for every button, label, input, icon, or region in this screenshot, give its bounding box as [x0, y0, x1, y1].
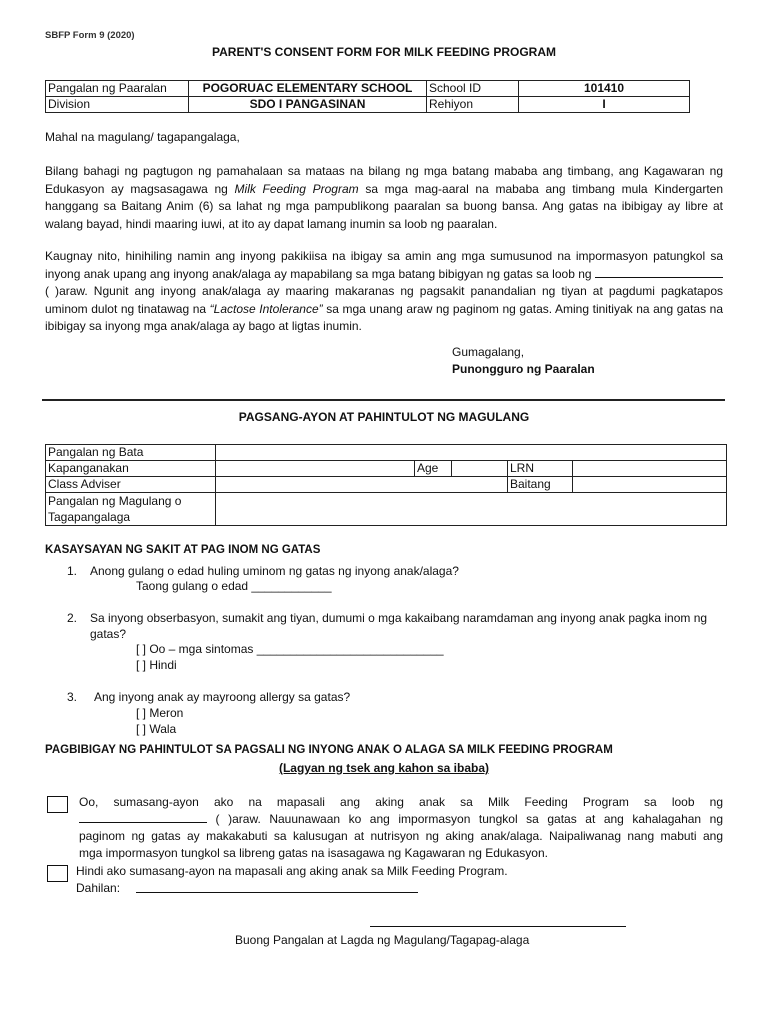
birthdate-label: Kapanganakan [46, 461, 216, 477]
signature-line[interactable] [370, 926, 626, 927]
letter-paragraph-1 [45, 163, 723, 233]
q2-number: 2. [67, 611, 78, 625]
signature-caption: Buong Pangalan at Lagda ng Magulang/Tagapag-alaga [235, 933, 530, 947]
school-info-table [45, 80, 690, 113]
section-divider [42, 399, 725, 401]
division-label: Division [46, 97, 189, 113]
q2-text-line1: Sa inyong obserbasyon, sumakit ang tiyan, dumumi o mga kakaibang naramdaman ang inyong anak pagka inom ng [90, 611, 708, 625]
consent-yes-checkbox[interactable] [47, 796, 68, 813]
consent-days-blank[interactable] [79, 811, 207, 823]
school-id-label: School ID [427, 81, 519, 97]
school-id-value: 101410 [519, 81, 690, 97]
age-label: Age [415, 461, 452, 477]
consent-yes-line-1: Oo, sumasang-ayon ako na mapasali ang aking anak sa Milk Feeding Program sa loob ng [79, 795, 723, 809]
consent-yes-line-3: paginom ng gatas ay makakabuti sa kalusugan at nutrisyon ng aking anak/alaga. Naipaliwanag nang mabuti ang [79, 829, 723, 843]
lrn-label: LRN [508, 461, 573, 477]
child-name-field[interactable] [216, 445, 727, 461]
history-title: KASAYSAYAN NG SAKIT AT PAG INOM NG GATAS [45, 544, 321, 556]
days-blank-line[interactable] [595, 266, 723, 278]
form-code: SBFP Form 9 (2020) [45, 30, 135, 41]
salutation: Mahal na magulang/ tagapangalaga, [45, 130, 240, 144]
q3-option-no[interactable]: [ ] Wala [136, 722, 177, 736]
division-value: SDO I PANGASINAN [189, 97, 427, 113]
q3-option-yes[interactable]: [ ] Meron [136, 706, 184, 720]
grade-label: Baitang [508, 477, 573, 493]
reason-label: Dahilan: [76, 881, 121, 895]
parent-name-field[interactable] [216, 493, 727, 526]
child-name-label: Pangalan ng Bata [46, 445, 216, 461]
q3-number: 3. [67, 690, 78, 704]
adviser-field[interactable] [216, 477, 508, 493]
p2-text-a: Kaugnay nito, hinihiling namin ang inyong pakikiisa na ibigay sa amin ang mga sumusunod na impormasyon patungkol sa inyong anak upang ang inyong anak/alaga ay mapabilang sa mga batang bibigyan ng gatas sa loob ng [45, 249, 723, 281]
closing: Gumagalang, [452, 345, 525, 359]
permission-subtitle: (Lagyan ng tsek ang kahon sa ibaba) [278, 761, 490, 775]
region-value: I [519, 97, 690, 113]
consent-no-text: Hindi ako sumasang-ayon na mapasali ang aking anak sa Milk Feeding Program. [76, 864, 508, 878]
consent-no-checkbox[interactable] [47, 865, 68, 882]
permission-title: PAGBIBIGAY NG PAHINTULOT SA PAGSALI NG INYONG ANAK O ALAGA SA MILK FEEDING PROGRAM [45, 744, 613, 756]
p1-italic: Milk Feeding Program [234, 181, 359, 196]
region-label: Rehiyon [427, 97, 519, 113]
consent-yes-text [79, 794, 723, 862]
consent-yes-b: araw. Nauunawaan ko ang impormasyon tungkol sa gatas at ang kahalagahan ng [232, 812, 723, 826]
parent-name-label [46, 493, 216, 526]
reason-line[interactable] [136, 892, 418, 893]
letter-paragraph-2 [45, 248, 723, 336]
consent-section-title: PAGSANG-AYON AT PAHINTULOT NG MAGULANG [238, 410, 530, 424]
q2-option-no[interactable]: [ ] Hindi [136, 658, 177, 672]
consent-yes-line-2 [79, 811, 723, 828]
p2-text-c: sa mga unang araw ng paginom ng gatas. Aming tinitiyak na ang gatas na ibibigay sa inyong mga anak/alaga ay bago at ligtas inumin. [45, 301, 724, 333]
consent-paren: ( ) [215, 812, 233, 826]
q1-answer[interactable]: Taong gulang o edad ____________ [136, 579, 332, 593]
q2-text-line2: gatas? [90, 627, 127, 641]
p2-italic: “Lactose Intolerance” [209, 301, 323, 316]
parent-label-line-1: Pangalan ng Magulang o [48, 494, 182, 508]
q1-text: Anong gulang o edad huling uminom ng gatas ng inyong anak/alaga? [90, 564, 459, 578]
adviser-label: Class Adviser [46, 477, 216, 493]
q1-number: 1. [67, 564, 78, 578]
p1-text-a: Bilang bahagi ng pagtugon ng pamahalaan sa mataas na bilang ng mga batang mababa ang timbang, ang Kagawaran ng Edukasyon ay magsasagawa ng [45, 164, 723, 196]
q3-text: Ang inyong anak ay mayroong allergy sa gatas? [94, 690, 351, 704]
school-name-label: Pangalan ng Paaralan [46, 81, 189, 97]
q2-option-yes[interactable]: [ ] Oo – mga sintomas ____________________________ [136, 642, 444, 656]
lrn-field[interactable] [573, 461, 727, 477]
grade-field[interactable] [573, 477, 727, 493]
p2-text-b: araw. Ngunit ang inyong anak/alaga ay maaring makaranas ng pagsakit panandalian ng tiyan at pagdumi pagkatapos uminom dulot ng tinatawag na [45, 284, 724, 316]
age-field[interactable] [452, 461, 508, 477]
child-info-table [45, 444, 727, 526]
school-name-value: POGORUAC ELEMENTARY SCHOOL [189, 81, 427, 97]
consent-yes-line-4: mga impormasyon tungkol sa libreng gatas na isasagawa ng Kagawaran ng Edukasyon. [79, 846, 548, 860]
p2-paren: ( ) [45, 284, 60, 298]
p1-text-b: sa mga mag-aaral na mababa ang timbang mula Kindergarten hanggang sa Baitang Anim (6) sa lahat ng mga pampublikong paaralan sa buong bansa. Ang gatas na ibibigay ay libre at walang bayad, hindi maaring iuwi, at ito ay dapat lamang inumin sa loob ng paaralan. [45, 181, 724, 231]
parent-label-line-2: Tagapangalaga [48, 510, 131, 524]
form-title: PARENT'S CONSENT FORM FOR MILK FEEDING PROGRAM [212, 45, 556, 59]
birthdate-field[interactable] [216, 461, 415, 477]
signatory: Punongguro ng Paaralan [452, 362, 595, 376]
